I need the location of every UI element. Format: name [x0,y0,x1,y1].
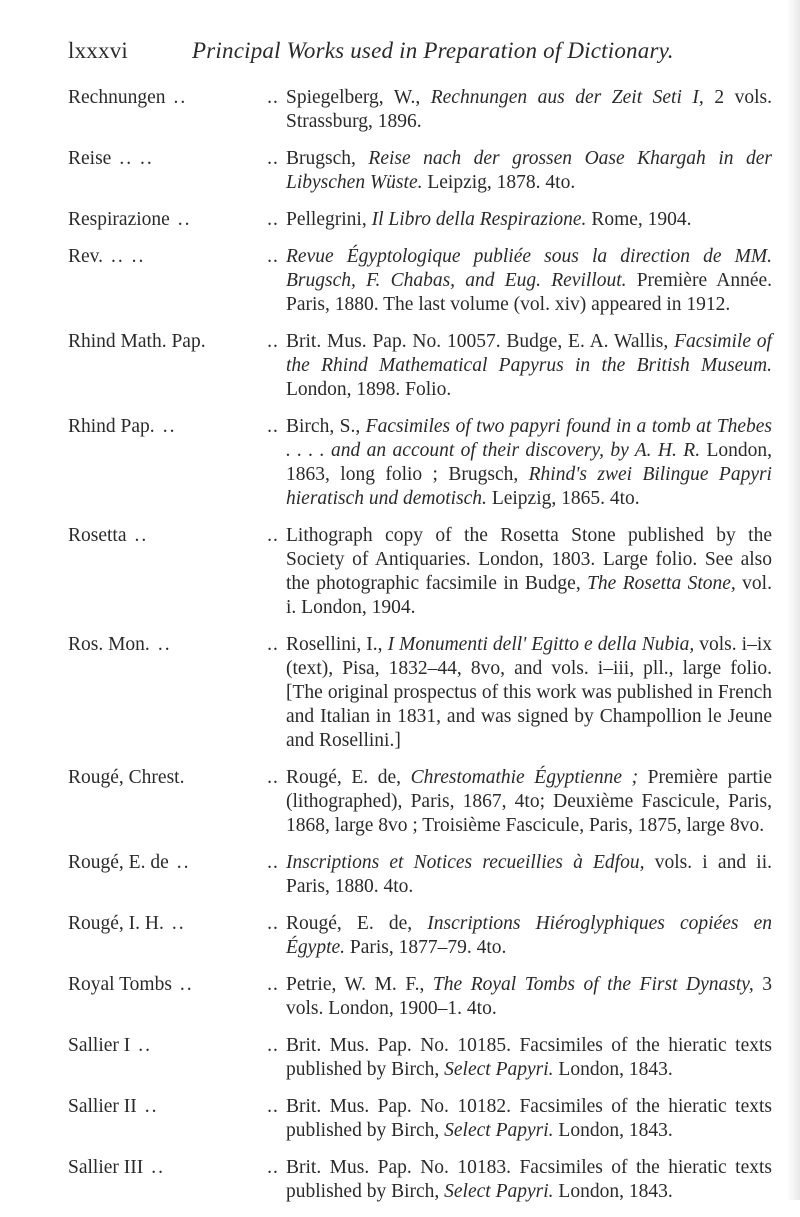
dot-leader: .. [176,852,191,873]
description-text: 2 vols. Strassburg, 1896. [286,87,772,132]
dot-leader-separator: .. [267,148,279,169]
dot-leader-separator: .. [267,634,279,655]
entry-abbreviation [68,1156,260,1204]
description-text: Brit. Mus. Pap. No. 10185. Facsimiles of the hieratic texts published by Birch, [286,1035,772,1080]
abbreviation-text: Rougé, Chrest. [68,767,185,788]
entry-abbreviation [68,973,260,1021]
description-text: London, 1843. [553,1181,673,1202]
description-text: Rome, 1904. [586,209,692,230]
italic-title-text: Facsimile of the Rhind Mathematical Papyrus in the British Museum. [286,331,772,376]
dot-leader-separator: .. [267,767,279,788]
page-edge-shadow [786,0,800,1200]
bibliography-entry [68,766,788,838]
entry-description [286,851,788,899]
bibliography-entry [68,524,788,620]
entry-abbreviation [68,208,260,232]
italic-title-text: The Rosetta Stone, [587,573,736,594]
dot-leader-separator: .. [267,974,279,995]
bibliography-entry [68,1156,788,1204]
italic-title-text: Select Papyri. [444,1120,554,1141]
dot-leader-separator: .. [267,913,279,934]
abbreviation-text: Rougé, E. de [68,852,169,873]
description-text: Brit. Mus. Pap. No. 10182. Facsimiles of the hieratic texts published by Birch, [286,1096,772,1141]
italic-title-text: Rhind's zwei Bilingue Papyri hieratisch und demotisch. [286,464,772,509]
description-text: vols. i–ix (text), Pisa, 1832–44, 8vo, and vols. i–iii, pll., large folio. [The original prospectus of this work was published in French and Italian in 1831, and was signed by Champollion le Jeune and Rosellini.] [286,634,772,751]
abbreviation-text: Rosetta [68,525,127,546]
bibliography-entry [68,1034,788,1082]
entry-description [286,86,788,134]
dot-leader: .. [177,209,192,230]
dot-leader: .. [138,1035,153,1056]
running-title: Principal Works used in Preparation of Dictionary. [192,38,674,63]
abbreviation-text: Ros. Mon. [68,634,150,655]
entry-description [286,415,788,511]
abbreviation-text: Sallier I [68,1035,131,1056]
dot-leader: .. [162,416,177,437]
abbreviation-text: Reise [68,148,112,169]
description-text: London, 1843. [553,1059,673,1080]
abbreviation-text: Rhind Pap. [68,416,155,437]
dot-leader-separator: .. [267,87,279,108]
description-text: London, 1843. [553,1120,673,1141]
page-header [68,38,768,64]
italic-title-text: Revue Égyptologique publiée sous la direction de MM. Brugsch, F. Chabas, and Eug. Revillout. [286,246,772,291]
dot-leader: .. [173,87,188,108]
dot-leader: .. [157,634,172,655]
entry-description [286,245,788,317]
entry-description [286,1156,788,1204]
entry-description [286,208,788,232]
italic-title-text: Select Papyri. [444,1059,554,1080]
dot-leader-separator: .. [267,209,279,230]
entry-abbreviation [68,245,260,317]
italic-title-text: Chrestomathie Égyptienne ; [410,767,639,788]
abbreviation-list [68,86,788,1217]
bibliography-entry [68,208,788,232]
abbreviation-text: Rougé, I. H. [68,913,164,934]
description-text: Rougé, E. de, [286,913,428,934]
description-text: Leipzig, 1865. 4to. [486,488,640,509]
description-text: Brit. Mus. Pap. No. 10183. Facsimiles of the hieratic texts published by Birch, [286,1157,772,1202]
page-number: lxxxvi [68,38,128,63]
italic-title-text: Inscriptions et Notices recueillies à Edfou, [286,852,645,873]
dot-leader-separator: .. [267,1096,279,1117]
dot-leader-separator: .. [267,416,279,437]
bibliography-entry [68,415,788,511]
entry-abbreviation [68,912,260,960]
dot-leader: .. [151,1157,166,1178]
description-text: Brugsch, [286,148,369,169]
bibliography-entry [68,245,788,317]
dot-leader: .. .. [119,148,154,169]
description-text: vols. i and ii. Paris, 1880. 4to. [286,852,772,897]
italic-title-text: Il Libro della Respirazione. [371,209,587,230]
dot-leader: .. [144,1096,159,1117]
description-text: Pellegrini, [286,209,372,230]
bibliography-entry [68,330,788,402]
entry-description [286,973,788,1021]
description-text: Spiegelberg, W., [286,87,431,108]
dot-leader-separator: .. [267,331,279,352]
bibliography-entry [68,147,788,195]
abbreviation-text: Respirazione [68,209,170,230]
entry-description [286,1034,788,1082]
description-text: London, 1863, long folio ; Brugsch, [286,440,772,485]
italic-title-text: Inscriptions Hiéroglyphiques copiées en Égypte. [286,913,772,958]
italic-title-text: Rechnungen aus der Zeit Seti I, [430,87,704,108]
entry-description [286,524,788,620]
description-text: Brit. Mus. Pap. No. 10057. Budge, E. A. Wallis, [286,331,675,352]
bibliography-entry [68,973,788,1021]
entry-abbreviation [68,330,260,402]
dot-leader-separator: .. [267,852,279,873]
abbreviation-text: Rhind Math. Pap. [68,331,206,352]
entry-abbreviation [68,1095,260,1143]
abbreviation-text: Sallier II [68,1096,137,1117]
entry-abbreviation [68,1034,260,1082]
description-text: Leipzig, 1878. 4to. [422,172,576,193]
entry-description [286,912,788,960]
abbreviation-text: Rev. [68,246,104,267]
description-text: vol. i. London, 1904. [286,573,772,618]
entry-abbreviation [68,851,260,899]
description-text: Lithograph copy of the Rosetta Stone published by the Society of Antiquaries. London, 1803. Large folio. See also the photographic facsimile in Budge, [286,525,772,594]
description-text: Rougé, E. de, [286,767,411,788]
entry-abbreviation [68,766,260,838]
dot-leader: .. [171,913,186,934]
italic-title-text: Reise nach der grossen Oase Khargah in der Libyschen Wüste. [286,148,773,193]
description-text: Première partie (lithographed), Paris, 1867, 4to; Deuxième Fascicule, Paris, 1868, large 8vo ; Troisième Fascicule, Paris, 1875, large 8vo. [286,767,772,836]
entry-abbreviation [68,147,260,195]
entry-description [286,330,788,402]
entry-abbreviation [68,633,260,753]
bibliography-entry [68,1095,788,1143]
italic-title-text: Facsimiles of two papyri found in a tomb at Thebes . . . . and an account of their discovery, by A. H. R. [286,416,773,461]
dot-leader-separator: .. [267,1035,279,1056]
description-text: Rosellini, I., [286,634,388,655]
entry-description [286,1095,788,1143]
italic-title-text: The Royal Tombs of the First Dynasty, [432,974,754,995]
entry-abbreviation [68,86,260,134]
dot-leader-separator: .. [267,525,279,546]
description-text: 3 vols. London, 1900–1. 4to. [286,974,773,1019]
dot-leader: .. [179,974,194,995]
entry-description [286,633,788,753]
description-text: London, 1898. Folio. [286,379,452,400]
entry-abbreviation [68,524,260,620]
entry-description [286,766,788,838]
abbreviation-text: Royal Tombs [68,974,172,995]
bibliography-entry [68,851,788,899]
description-text: Petrie, W. M. F., [286,974,433,995]
abbreviation-text: Sallier III [68,1157,144,1178]
bibliography-entry [68,633,788,753]
italic-title-text: Select Papyri. [444,1181,554,1202]
bibliography-entry [68,86,788,134]
abbreviation-text: Rechnungen [68,87,166,108]
dot-leader-separator: .. [267,246,279,267]
bibliography-entry [68,912,788,960]
italic-title-text: I Monumenti dell' Egitto e della Nubia, [387,634,695,655]
description-text: Birch, S., [286,416,366,437]
dot-leader: .. [134,525,149,546]
description-text: Première Année. Paris, 1880. The last volume (vol. xiv) appeared in 1912. [286,270,773,315]
description-text: Paris, 1877–79. 4to. [345,937,507,958]
dot-leader: .. .. [111,246,146,267]
entry-abbreviation [68,415,260,511]
entry-description [286,147,788,195]
dot-leader-separator: .. [267,1157,279,1178]
